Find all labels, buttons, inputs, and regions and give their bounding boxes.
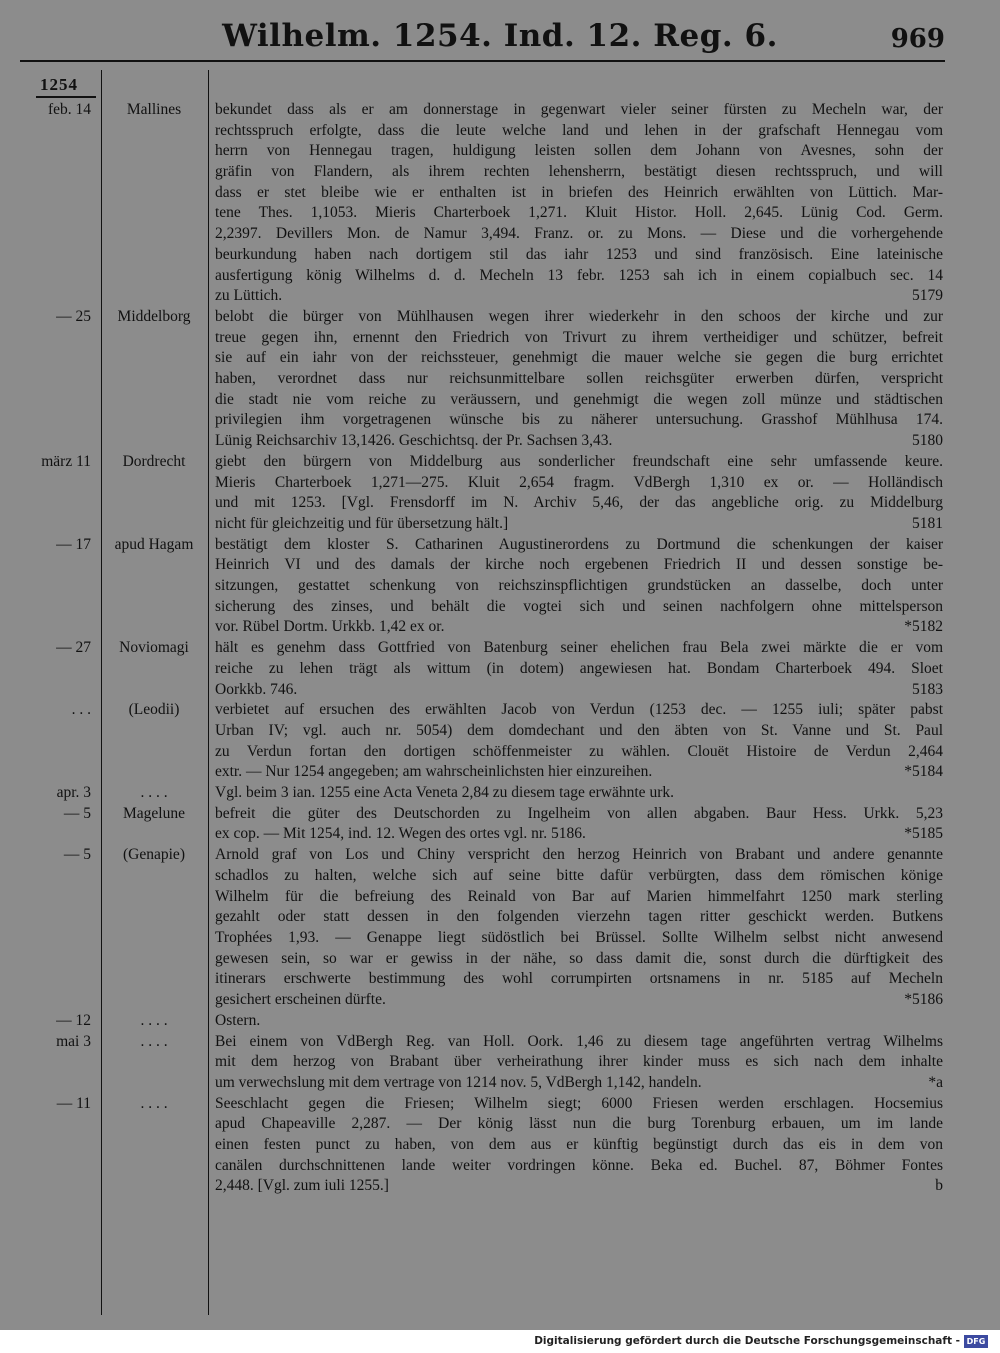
entry-text [215,638,943,700]
regest-number: *a [928,1073,943,1091]
entry-text-line: giebt den bürgern von Middelburg aus sonderlicher freundschaft eine sehr umfassende keure. [215,452,943,470]
entry-date: — 27 [56,639,91,657]
entry-text-line: die stadt nie vom reiche zu veräussern, und genehmigt die wegen zoll münze und städtischen [215,390,943,408]
entry-text-line: Seeschlacht gegen die Friesen; Wilhelm siegt; 6000 Friesen werden erschlagen. Hocsemius [215,1094,943,1112]
regest-number: 5183 [912,680,943,698]
entry-text-line: Lünig Reichsarchiv 13,1426. Geschichtsq. der Pr. Sachsen 3,43. [215,432,613,450]
entry-text-line: beurkundung haben nach dortigem stil das iahr 1253 und sind französisch. Eine lateinische [215,245,943,263]
entry-date: — 12 [56,1011,91,1029]
entry-text-line: vor. Rübel Dortm. Urkkb. 1,42 ex or. [215,618,445,636]
entry-place: Magelune [123,804,185,822]
entry-text [215,452,943,535]
entry-text-line: gräfin von Flandern, als ihrem rechten lehensherrn, bestätigt diesen rechtsspruch, und will [215,163,943,181]
entry-text [215,307,943,452]
entry-text-line: zu Verdun fortan den dortigen schöffenmeister zu wählen. Clouët Histoire de Verdun 2,464 [215,742,943,760]
header-rule [20,60,945,62]
entry-place: . . . . [140,1094,168,1112]
entry-text-line: schadlos zu halten, welche sich auf seine bitte dafür verbürgten, dass dem römischen könige [215,866,943,884]
entry-text-line: treue gegen ihn, ernennt den Friedrich von Trivurt zu ihrem vertheidiger und schützer, befreit [215,328,943,346]
entry-text-line: ex cop. — Mit 1254, ind. 12. Wegen des ortes vgl. nr. 5186. [215,825,586,843]
entry-date: — 17 [56,535,91,553]
entry-place: . . . . [140,784,168,802]
entry-text-line: Vgl. beim 3 ian. 1255 eine Acta Veneta 2,84 zu diesem tage erwähnte urk. [215,784,674,802]
entry-text-line: sie auf ein iahr von der reichssteuer, genehmigt die mauer welche sie gegen die burg errichtet [215,349,943,367]
entry-text-line: Urban IV; vgl. auch nr. 5054) dem domdechant und den äbten von St. Vanne und St. Paul [215,721,943,739]
entry-date: — 25 [56,308,91,325]
entry-text-line: Mieris Charterboek 1,271—275. Kluit 2,654 fragm. VdBergh 1,310 ex or. — Holländisch [215,473,943,491]
regest-number: b [935,1177,943,1195]
entry-text-line: rechtsspruch erfolgte, dass die leute welche land und lehen in der grafschaft Hennegau vom [215,121,943,139]
entry-text [215,100,943,307]
entry-text-line: canälen durchschnittenen lande weiter vordringen könne. Beka ed. Buchel. 87, Böhmer Fontes [215,1156,943,1174]
entry-text-line: gewesen sein, so war er gewiss in der nähe, so dass damit die, sonst durch die dürftigkeit des [215,949,943,967]
entry-place: Middelborg [117,308,191,325]
entry-place: . . . . [140,1032,168,1050]
entry-text-line: dass er stet bleibe wie er enthalten ist in briefen des Heinrich erwählten von Lüttich. Mar- [215,183,943,201]
entry-text [215,1094,943,1197]
page-title: Wilhelm. 1254. Ind. 12. Reg. 6. [222,18,778,54]
year-rule [36,96,96,98]
entry-text-line: apud Chapeaville 2,287. — Der könig lässt nun die burg Torenburg erbauen, um im lande [215,1115,943,1133]
regest-number: *5184 [904,763,943,781]
entry-place: apud Hagam [114,535,194,553]
entry-date: — 11 [56,1094,91,1112]
entry-text [215,1032,943,1094]
entry-text-line: belobt die bürger von Mühlhausen wegen ihrer wiederkehr in den schoos der kirche und zur [215,308,943,325]
entry-place: Noviomagi [119,639,189,657]
entry-text-line: Oorkkb. 746. [215,680,298,698]
entry-place: Mallines [126,101,182,118]
entry-text-line: extr. — Nur 1254 angegeben; am wahrscheinlichsten hier einzureihen. [215,763,653,781]
entry-place: Dordrecht [122,452,186,470]
entry-text-line: reiche zu lehen trägt als wittum (in dotem) angewiesen hat. Bondam Charterboek 494. Sloet [215,659,943,677]
entry-date: — 5 [63,846,91,864]
entry-text-line: sitzungen, gestattet schenkung von reichszinspflichtigen grundstücken an dasselbe, doch unter [215,577,943,595]
page-header [0,12,1000,62]
entry-text [215,845,943,1011]
entry-place: . . . . [140,1011,168,1029]
footer [0,1330,1000,1353]
entry-text [215,804,943,845]
entry-date: feb. 14 [47,101,91,118]
entry-text-line: ausfertigung könig Wilhelms d. d. Mecheln 13 febr. 1253 sah ich in einem copialbuch sec. 14 [215,266,943,284]
entry-place: (Leodii) [128,701,180,719]
entry-text-line: befreit die güter des Deutschorden zu Ingelheim von allen abgaben. Baur Hess. Urkk. 5,23 [215,804,943,822]
entry-text-line: und mit 1253. [Vgl. Frensdorff im N. Archiv 5,46, der das angebliche orig. zu Middelburg [215,494,943,512]
regest-number: 5179 [912,287,943,305]
year-heading: 1254 [40,75,78,94]
regest-number: *5186 [904,991,943,1009]
regest-number: 5180 [912,432,943,450]
page-number: 969 [890,24,945,54]
entry-text-line: bekundet dass als er am donnerstage in gegenwart vieler seiner fürsten zu Mecheln war, der [215,101,943,118]
entry-text [215,1011,943,1032]
entry-text [215,783,943,804]
entry-text-line: verbietet auf ersuchen des erwählten Jacob von Verdun (1253 dec. — 1255 iuli; später pabst [215,701,943,719]
entry-text-line: Bei einem von VdBergh Reg. van Holl. Oork. 1,46 zu diesem tage angeführten vertrag Wilhelms [215,1032,943,1050]
entry-text-line: Ostern. [215,1011,261,1029]
footer-credit: Digitalisierung gefördert durch die Deutsche Forschungsgemeinschaft - [534,1335,960,1347]
entry-text-line: Arnold graf von Los und Chiny verspricht den herzog Heinrich von Brabant und andere genannte [215,846,943,864]
entry-text-line: zu Lüttich. [215,287,283,305]
entry-text-line: mit dem herzog von Brabant über verheirathung ihrer kinder muss es sich nach dem inhalte [215,1053,943,1071]
regest-number: 5181 [912,514,943,532]
entry-text-line: Heinrich VI und des damals der kirche noch ergebenen Friedrich II und dessen sonstige be- [215,556,943,574]
entry-text [215,700,943,783]
entry-text-line: um verwechslung mit dem vertrage von 1214 nov. 5, VdBergh 1,142, handeln. [215,1073,702,1091]
entry-text [215,535,943,638]
entry-date: mai 3 [56,1032,91,1050]
entry-text-line: privilegien ihm vorgetragenen wünsche bis zu näherer untersuchung. Grasshof Mühlhusa 174. [215,411,943,429]
entry-place: (Genapie) [123,846,185,864]
entry-text-line: einen festen punct zu haben, von dem aus er künftig begünstigt durch das eis in dem von [215,1135,943,1153]
entry-text-line: gesichert erscheinen dürfte. [215,991,386,1008]
column-divider-date [101,70,102,1315]
entry-text-line: haben, verordnet dass nur reichsunmittelbare sollen reichsgüter erwerben dürfen, verspricht [215,370,943,388]
entry-text-line: sicherung des zinses, und behält die vogtei sich und seinen nachfolgern ohne mittelsperson [215,597,943,615]
entry-text-line: nicht für gleichzeitig und für übersetzung hält.] [215,514,509,532]
entry-date: märz 11 [41,452,91,470]
entry-date: — 5 [63,804,91,822]
column-divider-place [208,70,209,1315]
entry-text-line: Trophées 1,93. — Genappe liegt südöstlich bei Brüssel. Sollte Wilhelm selbst nicht anwesend [215,928,943,946]
entry-date: apr. 3 [56,784,91,802]
entry-text-line: herrn von Hennegau tragen, huldigung leisten sollen dem Johann von Avesnes, sohn der [215,142,943,160]
regest-number: *5182 [904,618,943,636]
entry-text-line: bestätigt dem kloster S. Catharinen Augustinerordens zu Dortmund die schenkungen der kaiser [215,535,943,553]
entry-text-line: gezahlt oder statt dessen in den folgenden vierzehn tagen ritter geschickt werden. Butkens [215,908,943,926]
entry-text-line: tene Thes. 1,1053. Mieris Charterboek 1,271. Kluit Histor. Holl. 2,645. Lünig Cod. Germ. [215,204,943,222]
entry-text-line: 2,2397. Devillers Mon. de Namur 3,494. Franz. or. zu Mons. — Diese und die vorhergehende [215,225,943,243]
entry-text-line: itinerars erschwerte bestimmung des wohl corrumpirten ortsnamens in nr. 5185 auf Mecheln [215,970,943,988]
dfg-logo-icon: DFG [964,1335,988,1348]
entry-text-line: hält es genehm dass Gottfried von Batenburg seiner ehelichen frau Bela zwei märkte die er vom [215,639,943,657]
entry-text-line: 2,448. [Vgl. zum iuli 1255.] [215,1177,389,1195]
entry-date: . . . [71,701,91,719]
regest-number: *5185 [904,825,943,843]
entry-text-line: Wilhelm für die befreiung des Reinald von Bar auf Marien himmelfahrt 1250 mark sterling [215,887,943,905]
